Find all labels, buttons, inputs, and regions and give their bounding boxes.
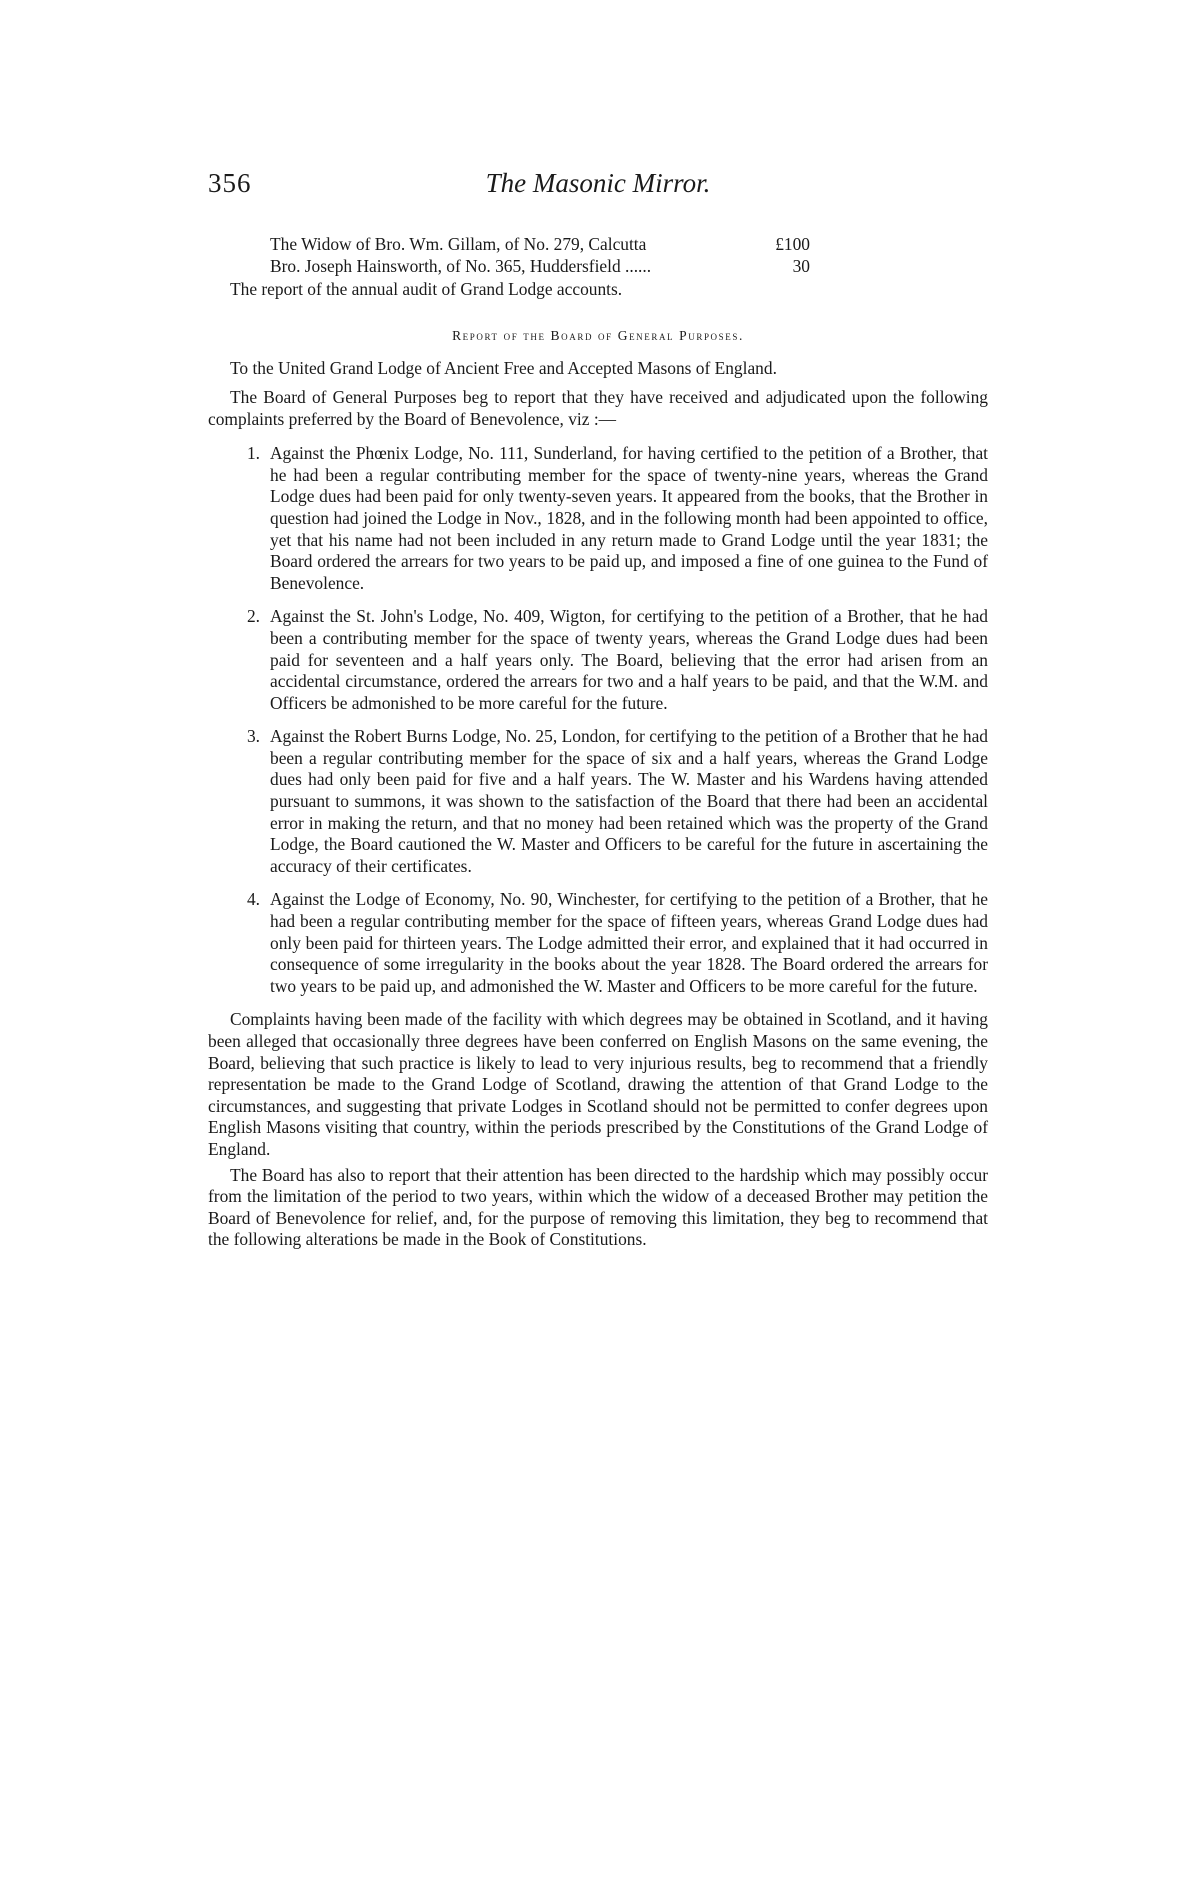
complaint-text: Against the Lodge of Economy, No. 90, Winchester, for certifying to the petition of a Brother, that he had been a regular contributing member for the space of fifteen years, whereas Grand Lodge dues had only been paid for thirteen years. The Lodge admitted their error, and explained that it had occurred in consequence of some irregularity in the books about the year 1828. The Board ordered the arrears for two years to be paid up, and admonished the W. Master and Officers to be more careful for the future. xyxy=(270,889,988,996)
complaint-item xyxy=(208,889,988,997)
complaint-number: 3. xyxy=(246,726,260,747)
complaint-number: 2. xyxy=(246,606,260,627)
legacy-recipient: Bro. Joseph Hainsworth, of No. 365, Huddersfield ...... xyxy=(270,255,652,276)
legacy-recipient: The Widow of Bro. Wm. Gillam, of No. 279, Calcutta xyxy=(270,234,647,254)
complaint-item xyxy=(208,606,988,714)
body-paragraph: Complaints having been made of the facility with which degrees may be obtained in Scotland, and it having been alleged that occasionally three degrees have been conferred on English Masons on the same evening, the Board, believing that such practice is likely to lead to very injurious results, beg to recommend that a friendly representation be made to the Grand Lodge of Scotland, drawing the attention of that Grand Lodge to the circumstances, and suggesting that private Lodges in Scotland should not be permitted to confer degrees upon English Masons visiting that country, within the periods prescribed by the Constitutions of the Grand Lodge of England. xyxy=(208,1009,988,1159)
legacy-list xyxy=(208,234,988,277)
complaints-list xyxy=(208,443,988,997)
legacy-amount: 30 xyxy=(792,255,810,276)
running-title: The Masonic Mirror. xyxy=(485,168,711,198)
legacy-item xyxy=(270,256,810,278)
complaint-item xyxy=(208,726,988,877)
legacy-item xyxy=(270,234,810,256)
body-paragraph: The Board has also to report that their attention has been directed to the hardship which may possibly occur from the limitation of the period to two years, within which the widow of a deceased Brother may petition the Board of Benevolence for relief, and, for the purpose of removing this limitation, they beg to recommend that the following alterations be made in the Book of Constitutions. xyxy=(208,1164,988,1250)
complaint-item xyxy=(208,443,988,594)
page-number: 356 xyxy=(208,168,252,198)
complaint-text: Against the Robert Burns Lodge, No. 25, London, for certifying to the petition of a Brother that he had been a regular contributing member for the space of six and a half years, whereas the Grand Lodge dues had only been paid for five and a half years. The W. Master and his Wardens having attended pursuant to summons, it was shown to the satisfaction of the Board that there had been an accidental error in making the return, and that no money had been retained which was the property of the Grand Lodge, the Board cautioned the W. Master and Officers to be careful for the future in ascertaining the accuracy of their certificates. xyxy=(270,726,988,876)
complaint-number: 4. xyxy=(246,889,260,910)
complaint-number: 1. xyxy=(246,443,260,464)
legacy-amount: £100 xyxy=(775,234,810,254)
section-heading: Report of the Board of General Purposes. xyxy=(452,327,744,343)
salutation: To the United Grand Lodge of Ancient Free and Accepted Masons of England. xyxy=(230,358,777,379)
page-header xyxy=(208,168,988,208)
audit-note: The report of the annual audit of Grand Lodge accounts. xyxy=(230,279,623,300)
intro-paragraph: The Board of General Purposes beg to report that they have received and adjudicated upon the following complaints preferred by the Board of Benevolence, viz :— xyxy=(208,386,988,429)
complaint-text: Against the St. John's Lodge, No. 409, Wigton, for certifying to the petition of a Brother, that he had been a contributing member for the space of twenty years, whereas the Grand Lodge dues had been paid for seventeen and a half years only. The Board, believing that the error had arisen from an accidental circumstance, ordered the arrears for two and a half years to be paid, and that the W.M. and Officers be admonished to be more careful for the future. xyxy=(270,606,988,713)
complaint-text: Against the Phœnix Lodge, No. 111, Sunderland, for having certified to the petition of a Brother, that he had been a regular contributing member for the space of twenty-nine years, whereas the Grand Lodge dues had been paid for only twenty-seven years. It appeared from the books, that the Brother in question had joined the Lodge in Nov., 1828, and in the following month had been appointed to office, yet that his name had not been included in any return made to Grand Lodge until the year 1831; the Board ordered the arrears for two years to be paid up, and imposed a fine of one guinea to the Fund of Benevolence. xyxy=(270,443,988,593)
page-content xyxy=(208,234,988,1251)
